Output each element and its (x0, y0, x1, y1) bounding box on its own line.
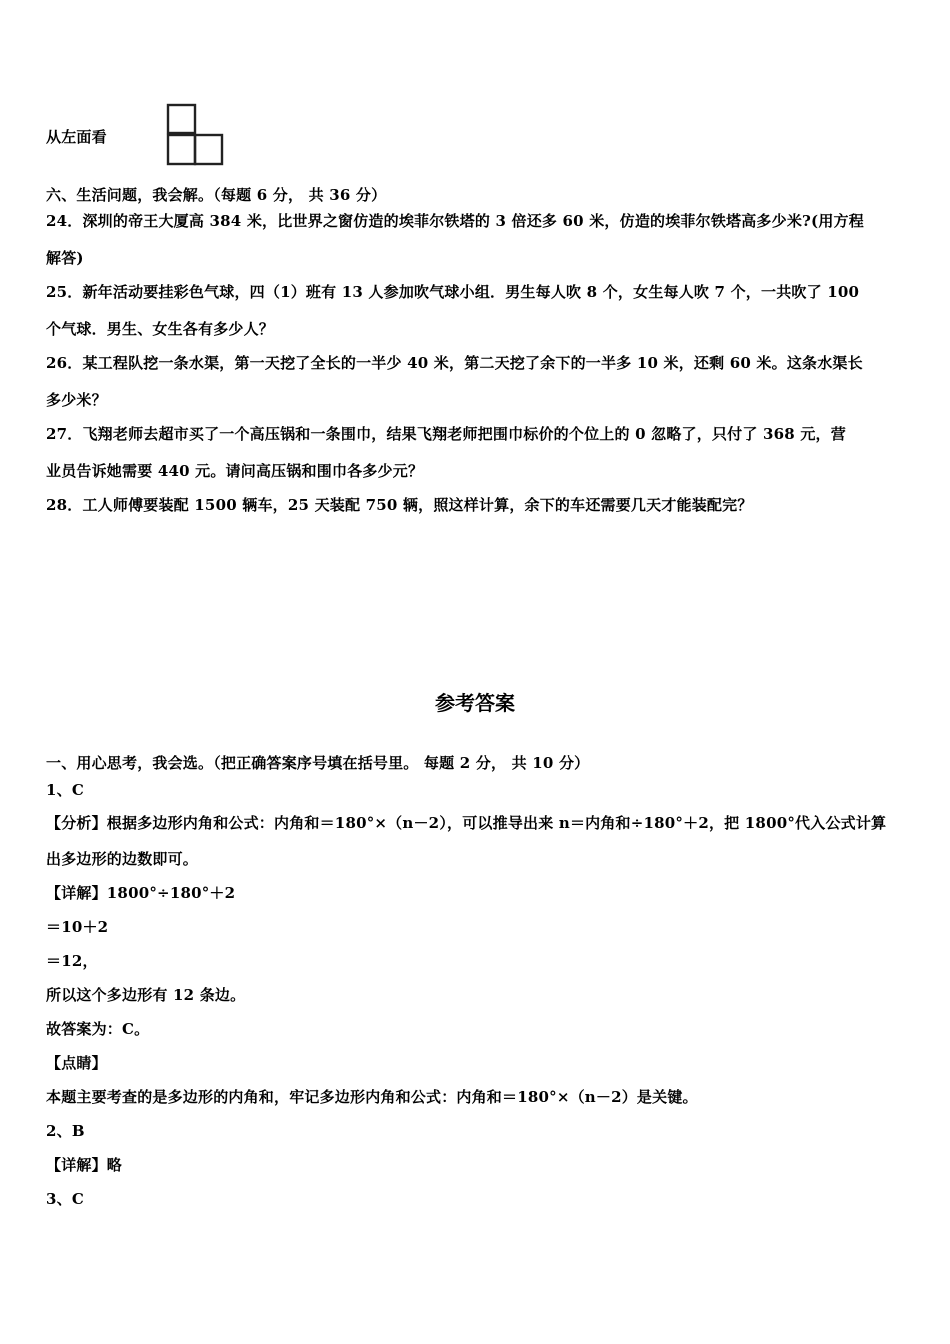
question-26-line2: 多少米？ (46, 391, 107, 409)
answer-3: 3、C (46, 1190, 84, 1208)
answer-1-step2: ＝12， (46, 952, 98, 970)
answer-1-comment-label: 【点睛】 (46, 1054, 107, 1072)
question-25-line1: 25．新年活动要挂彩色气球，四（1）班有 13 人参加吹气球小组．男生每人吹 8 个，女生每人吹 7 个，一共吹了 100 (46, 283, 860, 301)
figure-square-top (168, 105, 195, 133)
figure-square-bottom-right (195, 135, 222, 164)
answer-1-step1: ＝10＋2 (46, 918, 109, 936)
question-27-line2: 业员告诉她需要 440 元。请问高压锅和围巾各多少元？ (46, 462, 424, 480)
question-25-line2: 个气球．男生、女生各有多少人？ (46, 320, 275, 338)
answer-1-final: 故答案为：C。 (46, 1020, 150, 1038)
answer-2-detail: 【详解】略 (46, 1156, 123, 1174)
answer-1: 1、C (46, 781, 84, 799)
question-24-line2: 解答) (46, 249, 84, 267)
question-27-line1: 27．飞翔老师去超市买了一个高压锅和一条围巾，结果飞翔老师把围巾标价的个位上的 0 忽略了，只付了 368 元，营 (46, 425, 846, 443)
answer-1-conclusion: 所以这个多边形有 12 条边。 (46, 986, 246, 1004)
question-26-line1: 26．某工程队挖一条水渠，第一天挖了全长的一半少 40 米，第二天挖了余下的一半多 10 米，还剩 60 米。这条水渠长 (46, 354, 863, 372)
view-label: 从左面看 (46, 128, 107, 146)
question-28: 28．工人师傅要装配 1500 辆车，25 天装配 750 辆，照这样计算，余下的车还需要几天才能装配完？ (46, 496, 753, 514)
answer-2: 2、B (46, 1122, 85, 1140)
section-6-header: 六、生活问题，我会解。（每题 6 分， 共 36 分） (46, 186, 387, 204)
question-24-line1: 24．深圳的帝王大厦高 384 米，比世界之窗仿造的埃菲尔铁塔的 3 倍还多 60 米，仿造的埃菲尔铁塔高多少米?(用方程 (46, 212, 864, 230)
answer-title: 参考答案 (435, 691, 515, 715)
answer-1-comment: 本题主要考查的是多边形的内角和，牢记多边形内角和公式：内角和＝180°×（n－2）是关键。 (46, 1088, 698, 1106)
answer-1-analysis-line2: 出多边形的边数即可。 (46, 850, 199, 868)
figure-square-bottom-left (168, 135, 195, 164)
answer-1-detail: 【详解】1800°÷180°＋2 (46, 884, 236, 902)
left-view-figure (163, 103, 225, 167)
section-1-header: 一、用心思考，我会选。（把正确答案序号填在括号里。 每题 2 分， 共 10 分） (46, 754, 590, 772)
answer-1-analysis-line1: 【分析】根据多边形内角和公式：内角和＝180°×（n－2），可以推导出来 n＝内角和÷180°＋2，把 1800°代入公式计算 (46, 814, 887, 832)
